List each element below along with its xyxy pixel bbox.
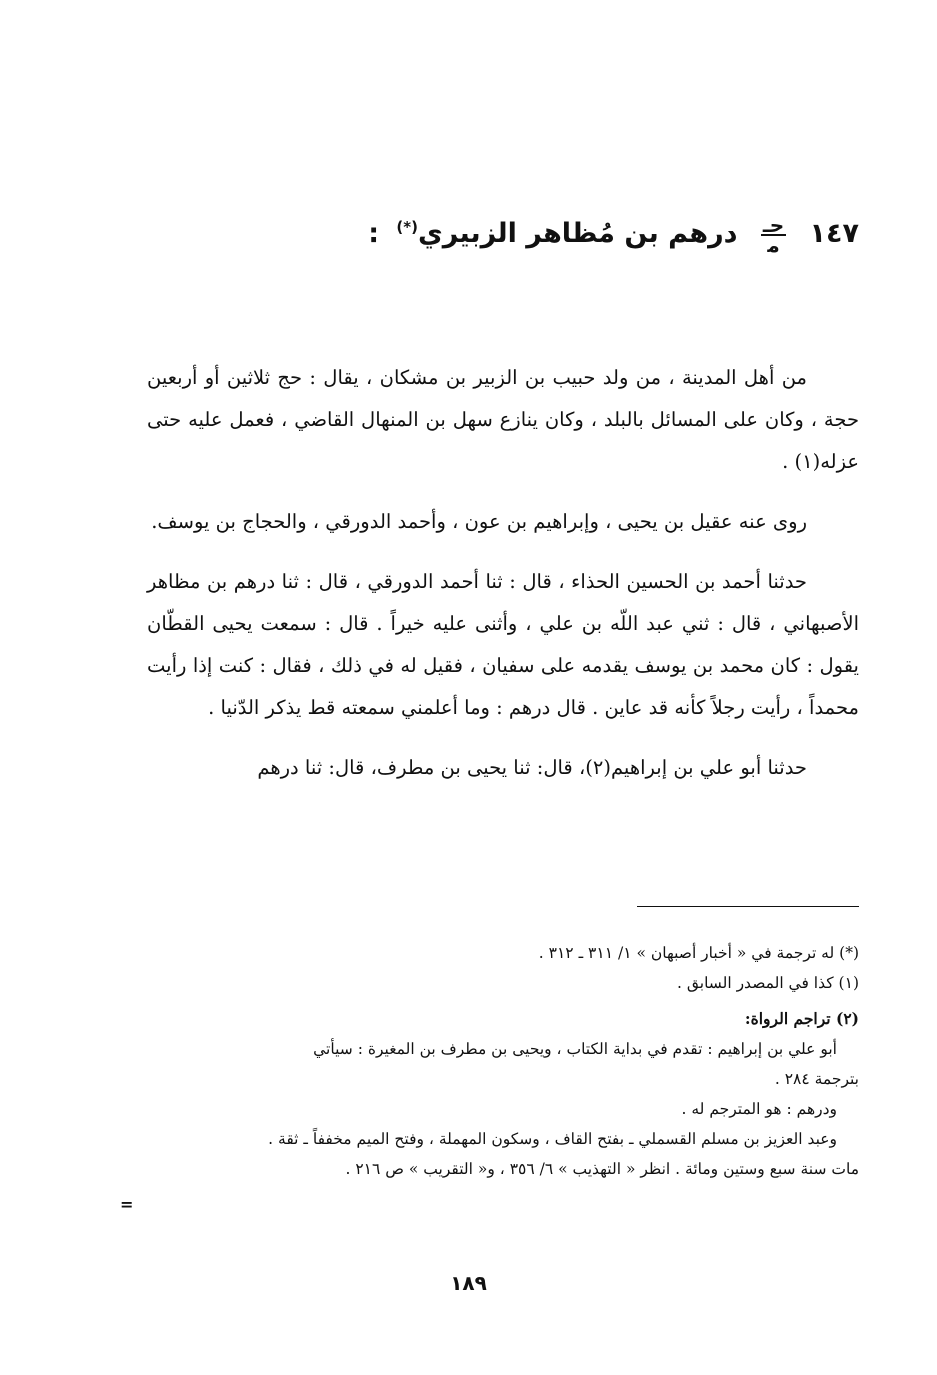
paragraph-biography: من أهل المدينة ، من ولد حبيب بن الزبير بن مشكان ، يقال : حج ثلاثين أو أربعين حجة ، وكان على المسائل بالبلد ، وكان ينازع سهل بن المنهال القاضي ، فعمل عليه حتى عزله(١) . — [147, 366, 859, 473]
footnote-2-line: مات سنة سبع وستين ومائة . انظر « التهذيب » ٦/ ٣٥٦ ، و« التقريب » ص ٢١٦ . — [345, 1160, 859, 1178]
entry-footnote-mark: (*) — [396, 218, 418, 236]
paragraph-isnad: حدثنا أبو علي بن إبراهيم(٢)، قال: ثنا يحيى بن مطرف، قال: ثنا درهم — [257, 756, 807, 779]
entry-colon: : — [368, 218, 380, 249]
entry-heading — [359, 205, 859, 256]
footnotes — [147, 938, 859, 1184]
footnote-2-line: ودرهم : هو المترجم له . — [681, 1100, 837, 1118]
paragraph-narrators: روى عنه عقيل بن يحيى ، وإبراهيم بن عون ، وأحمد الدورقي ، والحجاج بن يوسف. — [151, 510, 807, 533]
narrator-symbol — [761, 212, 786, 257]
narrator-symbol-top: ﺣـ — [762, 212, 785, 237]
entry-name-text: درهم بن مُظاهر الزبيري — [417, 218, 738, 249]
footnote-2-heading: (٢) تراجم الرواة: — [744, 1009, 859, 1028]
entry-number: ١٤٧ — [809, 218, 859, 249]
footnote-2-line: بترجمة ٢٨٤ . — [774, 1070, 859, 1088]
footnote-2-line: وعبد العزيز بن مسلم القسملي ـ بفتح القاف ، وسكون المهملة ، وفتح الميم مخففاً ـ ثقة . — [268, 1130, 837, 1148]
entry-name — [396, 205, 737, 256]
footnote-1: (١) كذا في المصدر السابق . — [676, 974, 859, 992]
footnote-divider — [637, 906, 859, 907]
footnote-star: (*) له ترجمة في « أخبار أصبهان » ١/ ٣١١ ـ ٣١٢ . — [538, 944, 859, 962]
paragraph-hadith-report: حدثنا أحمد بن الحسين الحذاء ، قال : ثنا أحمد الدورقي ، قال : ثنا درهم بن مظاهر الأصبهاني ، قال : ثني عبد اللّه بن علي ، وأثنى عليه خيراً . قال : سمعت يحيى القطّان يقول : كان محمد بن يوسف يقدمه على سفيان ، فقيل له في ذلك ، فقال : كنت إذا رأيت محمداً ، رأيت رجلاً كأنه قد عاين . قال درهم : وما أعلمني سمعته قط يذكر الدّنيا . — [147, 570, 859, 719]
footnote-2-line: أبو علي بن إبراهيم : تقدم في بداية الكتاب ، ويحيى بن مطرف بن المغيرة : سيأتي — [313, 1040, 837, 1058]
narrator-symbol-bottom: ﻣ — [767, 232, 780, 257]
continuation-mark: = — [120, 1195, 134, 1214]
body-text — [147, 357, 859, 789]
page-number: ١٨٩ — [450, 1271, 487, 1295]
